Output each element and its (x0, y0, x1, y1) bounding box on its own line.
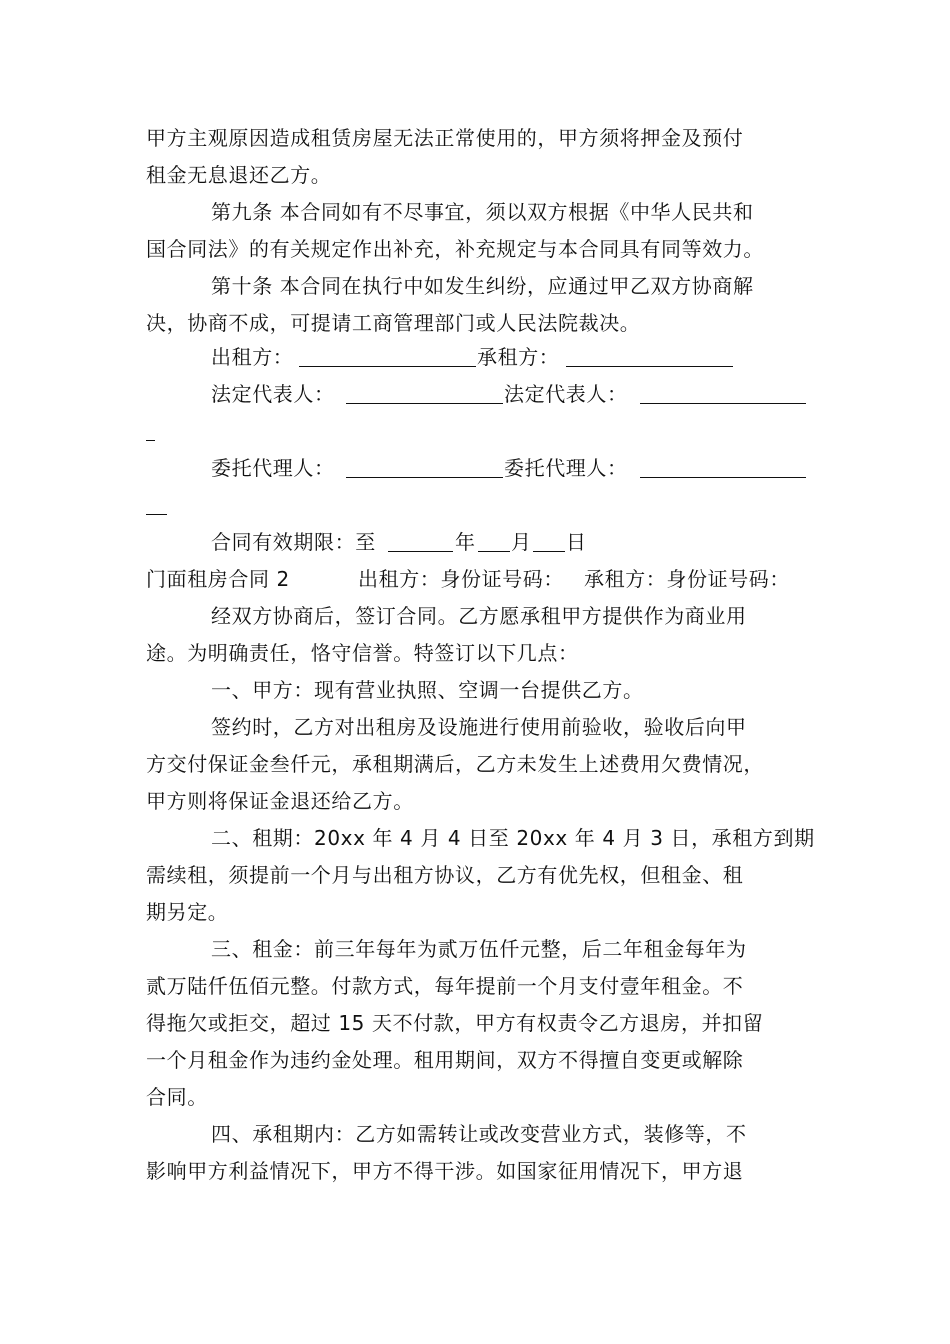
clause-one-line: 一、甲方：现有营业执照、空调一台提供乙方。 (211, 678, 644, 702)
year-label: 年 (455, 530, 476, 554)
paragraph-line: 决，协商不成，可提请工商管理部门或人民法院裁决。 (146, 311, 641, 335)
article-ten-line: 第十条 本合同在执行中如发生纠纷，应通过甲乙双方协商解 (211, 274, 754, 298)
legal-rep-label: 法定代表人： (504, 382, 628, 406)
agent-label: 委托代理人： (211, 456, 335, 480)
agent-label: 委托代理人： (504, 456, 628, 480)
agent-blank-wrap (146, 514, 167, 515)
lessor-blank (299, 366, 476, 367)
paragraph-line: 甲方则将保证金退还给乙方。 (146, 789, 414, 813)
year-blank (388, 551, 453, 552)
legal-rep-label: 法定代表人： (211, 382, 335, 406)
month-blank (478, 551, 510, 552)
paragraph-line: 期另定。 (146, 900, 229, 924)
day-label: 日 (566, 530, 587, 554)
lessee-blank (566, 366, 733, 367)
paragraph-line: 合同。 (146, 1085, 208, 1109)
validity-label: 合同有效期限：至 (211, 530, 376, 554)
paragraph-line: 一个月租金作为违约金处理。租用期间，双方不得擅自变更或解除 (146, 1048, 744, 1072)
clause-two-line: 二、租期：20xx 年 4 月 4 日至 20xx 年 4 月 3 日，承租方到期 (211, 826, 815, 850)
paragraph-line: 方交付保证金叁仟元，承租期满后，乙方未发生上述费用欠费情况， (146, 752, 764, 776)
lessee-id-label: 承租方：身份证号码： (584, 567, 790, 591)
lessor-id-label: 出租方：身份证号码： (358, 567, 564, 591)
agent-blank (640, 477, 806, 478)
lessor-label: 出租方： (211, 345, 294, 369)
paragraph-line: 国合同法》的有关规定作出补充，补充规定与本合同具有同等效力。 (146, 237, 764, 261)
paragraph-line: 途。为明确责任，恪守信誉。特签订以下几点： (146, 641, 579, 665)
legal-rep-blank-wrap (146, 440, 155, 441)
article-nine-line: 第九条 本合同如有不尽事宜，须以双方根据《中华人民共和 (211, 200, 754, 224)
clause-three-line: 三、租金：前三年每年为贰万伍仟元整，后二年租金每年为 (211, 937, 747, 961)
month-label: 月 (511, 530, 532, 554)
clause-four-line: 四、承租期内：乙方如需转让或改变营业方式，装修等，不 (211, 1122, 747, 1146)
day-blank (533, 551, 565, 552)
paragraph-line: 贰万陆仟伍佰元整。付款方式，每年提前一个月支付壹年租金。不 (146, 974, 744, 998)
paragraph-line: 签约时，乙方对出租房及设施进行使用前验收，验收后向甲 (211, 715, 747, 739)
paragraph-line: 租金无息退还乙方。 (146, 163, 332, 187)
paragraph-line: 得拖欠或拒交，超过 15 天不付款，甲方有权责令乙方退房，并扣留 (146, 1011, 764, 1035)
contract-2-title: 门面租房合同 2 (146, 567, 290, 591)
paragraph-line: 甲方主观原因造成租赁房屋无法正常使用的，甲方须将押金及预付 (146, 126, 744, 150)
paragraph-line: 经双方协商后，签订合同。乙方愿承租甲方提供作为商业用 (211, 604, 747, 628)
lessee-label: 承租方： (477, 345, 560, 369)
paragraph-line: 需续租，须提前一个月与出租方协议，乙方有优先权，但租金、租 (146, 863, 744, 887)
paragraph-line: 影响甲方利益情况下，甲方不得干涉。如国家征用情况下，甲方退 (146, 1159, 744, 1183)
legal-rep-blank (346, 403, 503, 404)
agent-blank (346, 477, 503, 478)
legal-rep-blank (640, 403, 806, 404)
